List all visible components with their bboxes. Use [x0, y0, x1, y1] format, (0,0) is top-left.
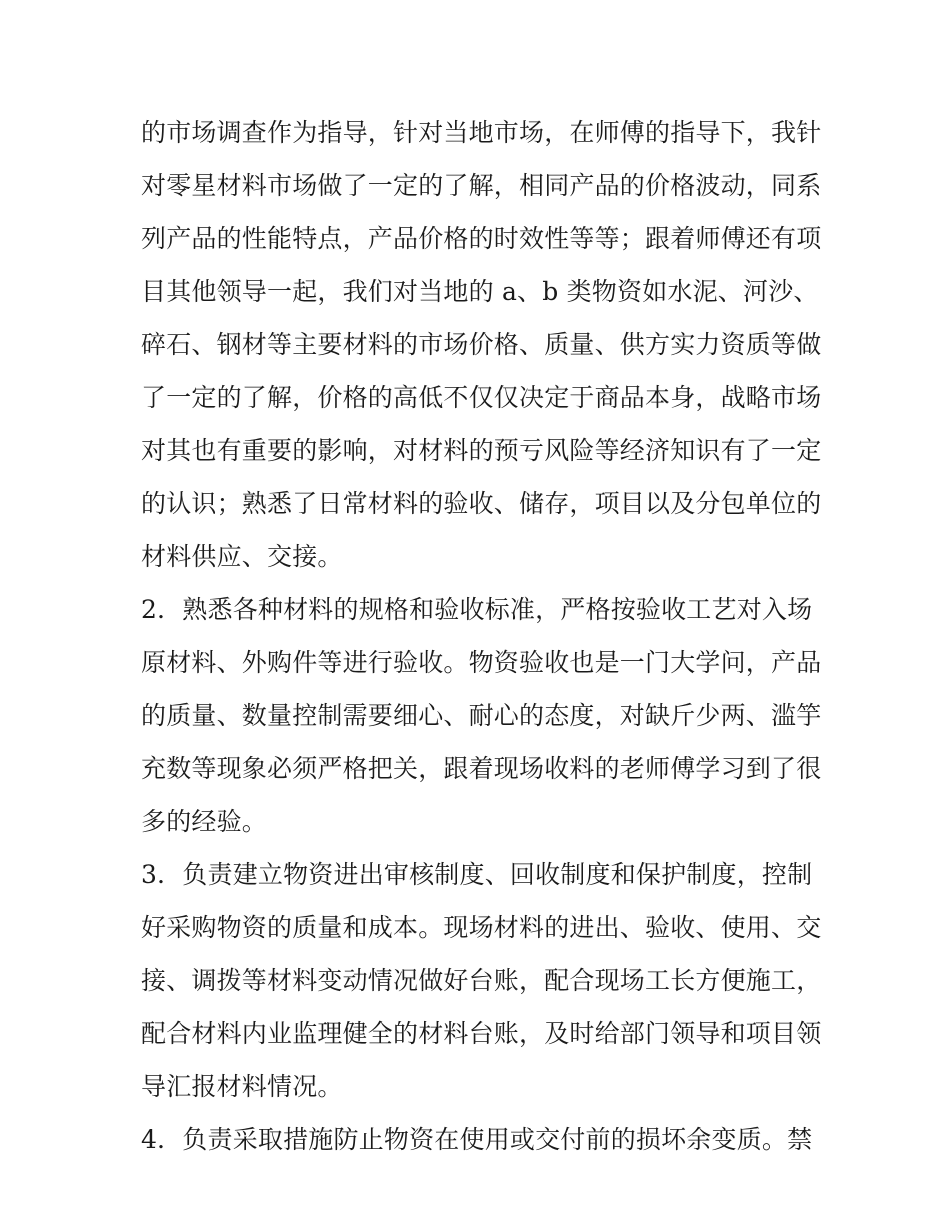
text-line: 4．负责采取措施防止物资在使用或交付前的损坏余变质。禁	[141, 1125, 813, 1154]
text-line: 列产品的性能特点，产品价格的时效性等等；跟着师傅还有项	[141, 224, 822, 253]
text-line: 的质量、数量控制需要细心、耐心的态度，对缺斤少两、滥竽	[141, 701, 822, 730]
text-line: 充数等现象必须严格把关，跟着现场收料的老师傅学习到了很	[141, 754, 822, 783]
text-line: 3．负责建立物资进出审核制度、回收制度和保护制度，控制	[141, 860, 813, 889]
text-line: 接、调拨等材料变动情况做好台账，配合现场工长方便施工，	[141, 966, 822, 995]
text-line: 对其也有重要的影响，对材料的预亏风险等经济知识有了一定	[141, 436, 822, 465]
body-text	[141, 106, 821, 1166]
text-line: 材料供应、交接。	[141, 542, 343, 571]
text-line: 好采购物资的质量和成本。现场材料的进出、验收、使用、交	[141, 913, 822, 942]
text-line: 碎石、钢材等主要材料的市场价格、质量、供方实力资质等做	[141, 330, 822, 359]
text-line: 目其他领导一起，我们对当地的 a、b 类物资如水泥、河沙、	[141, 277, 819, 306]
text-line: 了一定的了解，价格的高低不仅仅决定于商品本身，战略市场	[141, 383, 822, 412]
text-line: 原材料、外购件等进行验收。物资验收也是一门大学问，产品	[141, 648, 822, 677]
text-line: 2．熟悉各种材料的规格和验收标准，严格按验收工艺对入场	[141, 595, 813, 624]
text-line: 多的经验。	[141, 807, 268, 836]
text-line: 的认识；熟悉了日常材料的验收、储存，项目以及分包单位的	[141, 489, 822, 518]
text-line: 对零星材料市场做了一定的了解，相同产品的价格波动，同系	[141, 171, 822, 200]
text-line: 配合材料内业监理健全的材料台账，及时给部门领导和项目领	[141, 1019, 822, 1048]
text-line: 的市场调查作为指导，针对当地市场，在师傅的指导下，我针	[141, 118, 822, 147]
text-line: 导汇报材料情况。	[141, 1072, 343, 1101]
